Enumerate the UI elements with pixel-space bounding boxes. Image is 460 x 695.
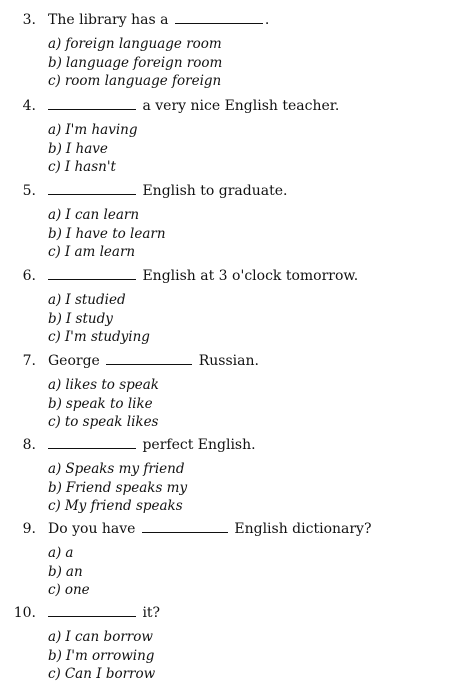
- option-b: [48, 479, 187, 498]
- question-text: [48, 435, 256, 455]
- question-text-after: English at 3 o'clock tomorrow.: [142, 268, 359, 284]
- option-a: [48, 544, 90, 563]
- option-b: [48, 310, 150, 329]
- option-text: speak to like: [65, 395, 153, 412]
- option-letter: b): [48, 395, 62, 412]
- option-text: room language foreign: [64, 73, 222, 89]
- option-c: [48, 328, 150, 347]
- option-text: I'm studying: [64, 329, 150, 345]
- answer-blank: [48, 603, 136, 617]
- option-letter: b): [48, 647, 62, 664]
- option-letter: a): [48, 629, 62, 645]
- option-b: [48, 140, 138, 159]
- option-text: I hasn't: [64, 159, 116, 175]
- question-number: 6.: [22, 268, 36, 284]
- option-text: likes to speak: [65, 377, 159, 393]
- question-9: [0, 519, 460, 598]
- option-letter: c): [48, 582, 61, 598]
- question-number: 10.: [13, 605, 36, 621]
- question-line: [0, 10, 460, 30]
- option-c: [48, 665, 155, 684]
- option-a: [48, 121, 138, 140]
- option-b: [48, 563, 90, 582]
- question-number: 8.: [22, 437, 36, 453]
- option-letter: b): [48, 54, 62, 71]
- option-text: Speaks my friend: [65, 461, 185, 477]
- question-text: [48, 181, 287, 201]
- answer-blank: [175, 10, 263, 24]
- option-text: Can I borrow: [64, 666, 156, 682]
- option-text: I am learn: [64, 244, 136, 260]
- option-a: [48, 628, 155, 647]
- answer-blank: [48, 435, 136, 449]
- question-line: [0, 519, 460, 539]
- question-number: 9.: [22, 521, 36, 537]
- option-a: [48, 376, 159, 395]
- question-text: [48, 519, 371, 539]
- question-text: [48, 603, 160, 623]
- option-text: Friend speaks my: [65, 479, 188, 496]
- option-c: [48, 413, 159, 432]
- option-text: I can borrow: [65, 629, 153, 645]
- question-line: [0, 266, 460, 286]
- answer-options: [48, 35, 222, 91]
- question-text-after: English to graduate.: [142, 183, 288, 199]
- answer-options: [48, 121, 138, 177]
- answer-options: [48, 206, 166, 262]
- question-text-before: The library has a: [48, 12, 169, 28]
- question-text-before: Do you have: [48, 521, 136, 537]
- option-c: [48, 72, 222, 91]
- option-text: I'm having: [65, 122, 138, 138]
- question-text-after: perfect English.: [142, 437, 256, 453]
- question-line: [0, 435, 460, 455]
- option-letter: a): [48, 545, 62, 561]
- question-text: [48, 96, 339, 116]
- option-c: [48, 497, 187, 516]
- option-letter: c): [48, 414, 61, 430]
- option-b: [48, 647, 155, 666]
- question-text: [48, 266, 358, 286]
- option-a: [48, 291, 150, 310]
- option-text: I study: [65, 310, 113, 327]
- option-b: [48, 225, 166, 244]
- option-letter: b): [48, 563, 62, 580]
- answer-options: [48, 544, 90, 600]
- option-text: I studied: [65, 292, 126, 308]
- option-text: I can learn: [65, 207, 140, 223]
- question-text-after: English dictionary?: [234, 521, 372, 537]
- option-letter: c): [48, 666, 61, 682]
- question-line: [0, 96, 460, 116]
- answer-blank: [142, 519, 228, 533]
- option-text: one: [64, 582, 90, 598]
- option-letter: b): [48, 310, 62, 327]
- option-text: I have to learn: [65, 225, 166, 242]
- option-text: an: [65, 563, 83, 580]
- question-text-after: a very nice English teacher.: [142, 98, 340, 114]
- question-text: [48, 351, 259, 371]
- option-text: I'm orrowing: [65, 647, 155, 664]
- option-c: [48, 581, 90, 600]
- option-text: foreign language room: [65, 36, 222, 52]
- option-letter: c): [48, 244, 61, 260]
- option-a: [48, 460, 187, 479]
- option-letter: c): [48, 329, 61, 345]
- question-text: [48, 10, 269, 30]
- option-letter: a): [48, 292, 62, 308]
- option-letter: c): [48, 159, 61, 175]
- answer-blank: [48, 266, 136, 280]
- option-c: [48, 158, 138, 177]
- option-b: [48, 54, 222, 73]
- option-letter: c): [48, 498, 61, 514]
- answer-blank: [48, 96, 136, 110]
- question-7: [0, 351, 460, 430]
- question-6: [0, 266, 460, 345]
- option-text: a: [65, 545, 74, 561]
- option-text: to speak likes: [64, 414, 159, 430]
- option-text: My friend speaks: [64, 498, 183, 514]
- question-8: [0, 435, 460, 514]
- question-text-after: .: [264, 12, 270, 28]
- option-letter: a): [48, 122, 62, 138]
- question-line: [0, 351, 460, 371]
- option-letter: a): [48, 461, 62, 477]
- question-text-before: George: [48, 353, 100, 369]
- question-10: [0, 603, 460, 682]
- option-letter: a): [48, 207, 62, 223]
- option-letter: a): [48, 36, 62, 52]
- option-letter: c): [48, 73, 61, 89]
- option-c: [48, 243, 166, 262]
- answer-options: [48, 460, 187, 516]
- question-text-after: Russian.: [198, 353, 259, 369]
- option-b: [48, 395, 159, 414]
- question-number: 7.: [22, 353, 36, 369]
- option-a: [48, 206, 166, 225]
- question-3: [0, 10, 460, 89]
- option-letter: b): [48, 479, 62, 496]
- question-5: [0, 181, 460, 260]
- question-line: [0, 603, 460, 623]
- question-text-after: it?: [142, 605, 161, 621]
- option-a: [48, 35, 222, 54]
- question-number: 4.: [22, 98, 36, 114]
- option-text: I have: [65, 140, 108, 157]
- option-letter: b): [48, 225, 62, 242]
- option-text: language foreign room: [65, 54, 223, 71]
- option-letter: a): [48, 377, 62, 393]
- answer-options: [48, 628, 155, 684]
- answer-options: [48, 291, 150, 347]
- question-4: [0, 96, 460, 175]
- question-line: [0, 181, 460, 201]
- answer-options: [48, 376, 159, 432]
- option-letter: b): [48, 140, 62, 157]
- question-number: 3.: [22, 12, 36, 28]
- answer-blank: [48, 181, 136, 195]
- answer-blank: [106, 351, 192, 365]
- question-number: 5.: [22, 183, 36, 199]
